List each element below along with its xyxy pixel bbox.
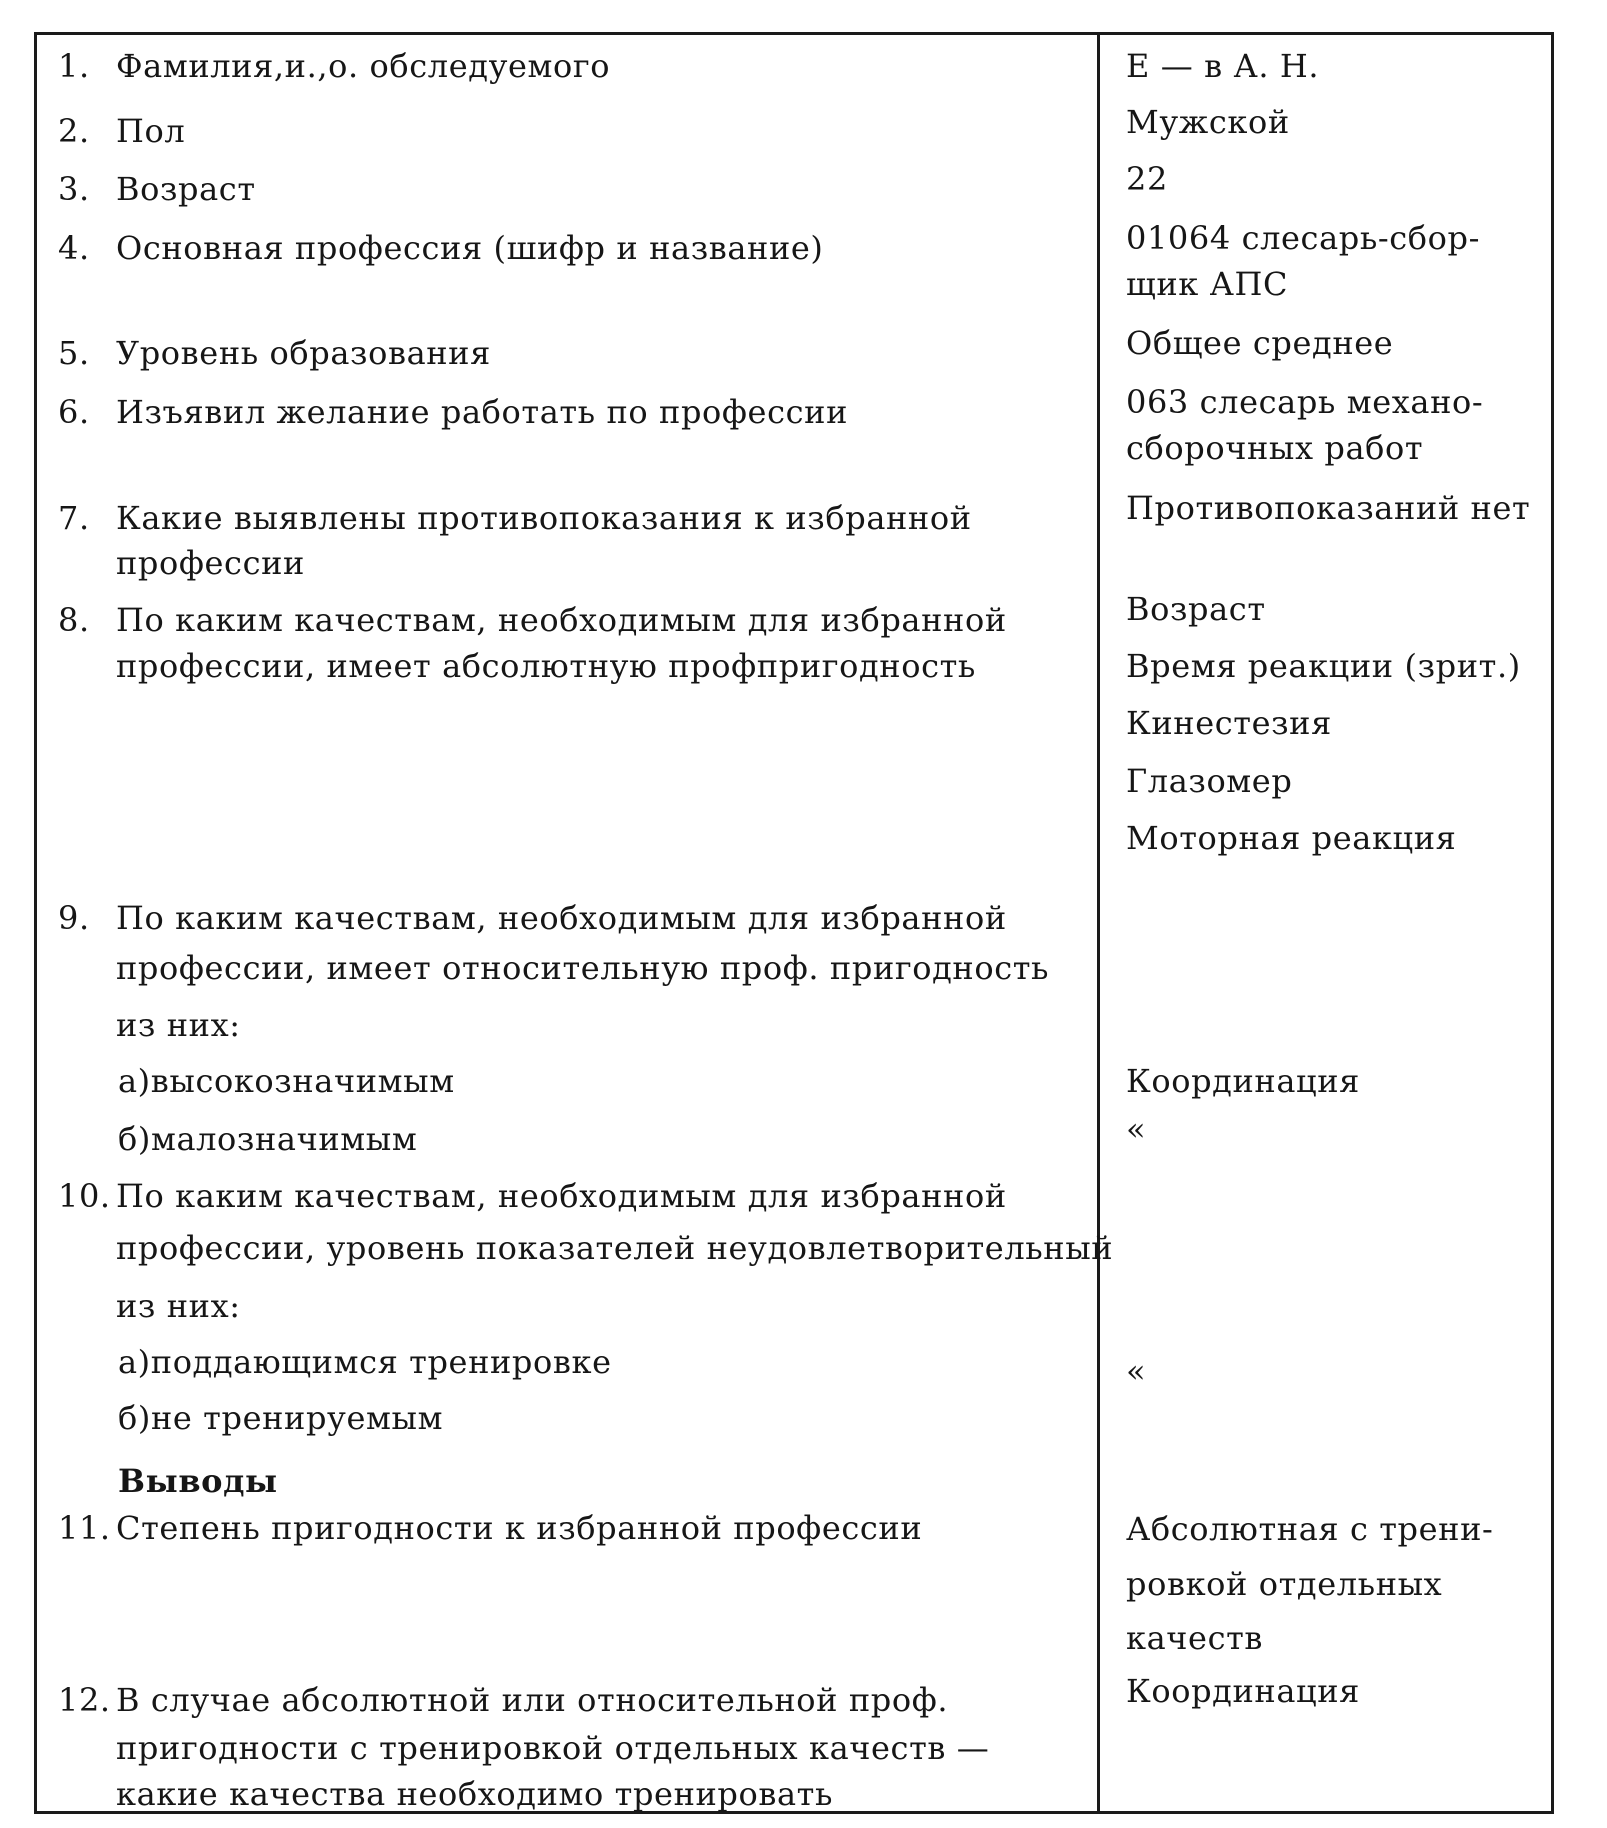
row-3-question: Возраст	[116, 170, 256, 208]
row-6-answer-line-2: сборочных работ	[1126, 429, 1424, 467]
row-11-answer-line-2: ровкой отдельных	[1126, 1565, 1443, 1603]
row-3-answer: 22	[1126, 160, 1168, 198]
row-10-question-line-1: По каким качествам, необходимым для избранной	[116, 1177, 1007, 1215]
row-12-question-line-1: В случае абсолютной или относительной проф.	[116, 1681, 949, 1719]
row-4-question: Основная профессия (шифр и название)	[116, 229, 824, 267]
row-9-number: 9.	[58, 899, 90, 937]
row-8-question-line-2: профессии, имеет абсолютную профпригодность	[116, 647, 976, 685]
row-7-number: 7.	[58, 499, 90, 537]
row-10-answer-a: «	[1126, 1352, 1147, 1390]
row-2-answer: Мужской	[1126, 103, 1290, 141]
row-9-answer-a: Координация	[1126, 1062, 1360, 1100]
row-11-answer-line-1: Абсолютная с трени-	[1126, 1510, 1494, 1548]
row-8-question-line-1: По каким качествам, необходимым для избранной	[116, 601, 1007, 639]
row-1-question: Фамилия,и.,о. обследуемого	[116, 47, 611, 85]
conclusions-heading: Выводы	[118, 1462, 278, 1500]
row-12-answer: Координация	[1126, 1672, 1360, 1710]
row-2-question: Пол	[116, 112, 186, 150]
row-6-answer-line-1: 063 слесарь механо-	[1126, 383, 1484, 421]
row-1-answer: Е — в А. Н.	[1126, 47, 1320, 85]
row-7-answer: Противопоказаний нет	[1126, 489, 1531, 527]
row-11-number: 11.	[58, 1509, 111, 1547]
row-8-answer-line-5: Моторная реакция	[1126, 819, 1457, 857]
row-9-answer-b: «	[1126, 1110, 1147, 1148]
row-9-sub-b: б)малозначимым	[118, 1120, 418, 1158]
row-6-question: Изъявил желание работать по профессии	[116, 393, 848, 431]
row-7-question-line-1: Какие выявлены противопоказания к избранной	[116, 499, 972, 537]
row-5-answer: Общее среднее	[1126, 324, 1394, 362]
row-9-question-line-1: По каким качествам, необходимым для избранной	[116, 899, 1007, 937]
row-3-number: 3.	[58, 170, 90, 208]
row-12-question-line-3: какие качества необходимо тренировать	[116, 1775, 833, 1813]
row-2-number: 2.	[58, 112, 90, 150]
row-10-sub-b: б)не тренируемым	[118, 1399, 444, 1437]
row-9-question-line-3: из них:	[116, 1006, 241, 1044]
row-1-number: 1.	[58, 47, 90, 85]
row-5-number: 5.	[58, 334, 90, 372]
row-4-answer-line-1: 01064 слесарь-сбор-	[1126, 219, 1481, 257]
row-4-number: 4.	[58, 229, 90, 267]
row-8-answer-line-2: Время реакции (зрит.)	[1126, 647, 1521, 685]
row-5-question: Уровень образования	[116, 334, 491, 372]
row-8-answer-line-3: Кинестезия	[1126, 704, 1332, 742]
row-6-number: 6.	[58, 393, 90, 431]
row-11-question: Степень пригодности к избранной профессии	[116, 1509, 923, 1547]
row-9-question-line-2: профессии, имеет относительную проф. пригодность	[116, 949, 1050, 987]
row-10-number: 10.	[58, 1177, 111, 1215]
row-12-question-line-2: пригодности с тренировкой отдельных качеств —	[116, 1729, 990, 1767]
row-8-answer-line-4: Глазомер	[1126, 762, 1293, 800]
row-10-question-line-2: профессии, уровень показателей неудовлетворительный	[116, 1229, 1114, 1267]
row-10-question-line-3: из них:	[116, 1287, 241, 1325]
row-8-answer-line-1: Возраст	[1126, 590, 1266, 628]
row-11-answer-line-3: качеств	[1126, 1619, 1264, 1657]
column-divider	[1097, 32, 1100, 1814]
row-7-question-line-2: профессии	[116, 544, 305, 582]
row-8-number: 8.	[58, 601, 90, 639]
row-12-number: 12.	[58, 1681, 111, 1719]
row-10-sub-a: а)поддающимся тренировке	[118, 1343, 612, 1381]
row-9-sub-a: а)высокозначимым	[118, 1062, 455, 1100]
row-4-answer-line-2: щик АПС	[1126, 265, 1289, 303]
